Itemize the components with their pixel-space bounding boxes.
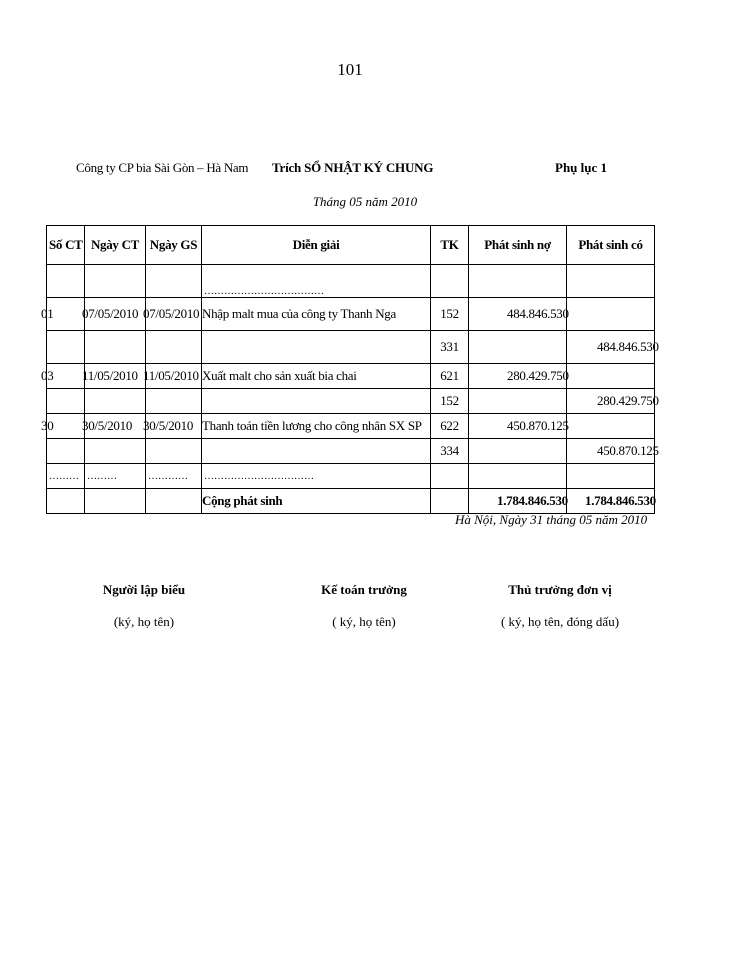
cell-dien-giai: ……………………………… — [202, 265, 431, 298]
cell-ngay-ct-text: 30/5/2010 — [82, 418, 133, 433]
cell-so-ct — [41, 414, 85, 439]
cell-phat-sinh-no — [469, 414, 567, 439]
cell-phat-sinh-no — [469, 439, 567, 464]
table-row — [47, 464, 655, 489]
table-row — [47, 265, 655, 298]
table-header-row — [47, 226, 655, 265]
total-phat-sinh-no-text: 1.784.846.530 — [497, 493, 568, 508]
cell-phat-sinh-no — [469, 389, 567, 414]
signature-role: Kế toán trưởng — [321, 582, 407, 597]
cell-ngay-ct — [85, 389, 146, 414]
document-title: Trích SỔ NHẬT KÝ CHUNG — [272, 160, 434, 175]
signature-role: Thủ trưởng đơn vị — [508, 582, 612, 597]
journal-table — [41, 225, 659, 514]
cell-ngay-ct — [82, 364, 146, 389]
cell-phat-sinh-no — [469, 364, 567, 389]
cell-tk: 152 — [431, 298, 469, 331]
cell-dien-giai: Nhập malt mua của công ty Thanh Nga — [202, 298, 431, 331]
page-number: 101 — [337, 60, 363, 79]
cell-phat-sinh-co — [567, 298, 655, 331]
cell-ngay-ct — [85, 489, 146, 514]
table-row — [47, 439, 655, 464]
total-row — [47, 489, 655, 514]
cell-dien-giai — [202, 439, 431, 464]
cell-phat-sinh-co — [567, 439, 659, 464]
column-header-ngay-gs: Ngày GS — [146, 226, 202, 265]
cell-so-ct — [47, 265, 85, 298]
date-place: Hà Nội, Ngày 31 tháng 05 năm 2010 — [455, 512, 648, 527]
cell-tk: 152 — [431, 389, 469, 414]
cell-phat-sinh-no-text: 450.870.125 — [507, 418, 569, 433]
cell-dien-giai: …………………………… — [202, 464, 431, 489]
cell-so-ct — [41, 364, 85, 389]
signature-note: (ký, họ tên) — [113, 614, 175, 629]
cell-phat-sinh-no — [469, 265, 567, 298]
cell-ngay-gs — [143, 298, 202, 331]
signature-block-preparer — [44, 582, 244, 630]
cell-phat-sinh-no — [469, 464, 567, 489]
cell-phat-sinh-co — [567, 464, 655, 489]
cell-so-ct — [47, 439, 85, 464]
cell-ngay-ct — [82, 298, 146, 331]
cell-so-ct-text: 01 — [41, 306, 54, 321]
cell-phat-sinh-no — [469, 298, 567, 331]
total-phat-sinh-no — [469, 489, 567, 514]
cell-so-ct — [41, 298, 85, 331]
cell-ngay-ct — [82, 414, 146, 439]
cell-phat-sinh-co — [567, 364, 655, 389]
cell-dien-giai: Thanh toán tiền lương cho công nhân SX SP — [202, 414, 431, 439]
cell-tk: 334 — [431, 439, 469, 464]
cell-ngay-ct-text: 11/05/2010 — [82, 368, 138, 383]
cell-dien-giai — [202, 331, 431, 364]
table-row — [47, 389, 655, 414]
cell-tk: 621 — [431, 364, 469, 389]
cell-tk: 331 — [431, 331, 469, 364]
cell-ngay-gs — [143, 364, 202, 389]
period-label: Tháng 05 năm 2010 — [312, 194, 418, 209]
cell-ngay-gs-text: 11/05/2010 — [143, 368, 199, 383]
table-row — [47, 298, 655, 331]
signature-block-director — [460, 582, 660, 630]
cell-ngay-gs — [146, 389, 202, 414]
cell-ngay-gs — [146, 331, 202, 364]
cell-tk: 622 — [431, 414, 469, 439]
cell-tk — [431, 265, 469, 298]
cell-ngay-gs — [143, 414, 202, 439]
signature-block-chief-accountant — [264, 582, 464, 630]
cell-tk — [431, 489, 469, 514]
cell-phat-sinh-co — [567, 265, 655, 298]
cell-ngay-gs — [146, 489, 202, 514]
cell-phat-sinh-co — [567, 389, 659, 414]
cell-so-ct-text: 03 — [41, 368, 54, 383]
cell-dien-giai — [202, 389, 431, 414]
column-header-phat-sinh-co: Phát sinh có — [567, 226, 655, 265]
cell-phat-sinh-no — [469, 331, 567, 364]
cell-phat-sinh-co-text: 484.846.530 — [597, 339, 659, 354]
cell-so-ct — [47, 331, 85, 364]
signature-note: ( ký, họ tên) — [332, 614, 396, 629]
column-header-phat-sinh-no: Phát sinh nợ — [469, 226, 567, 265]
cell-phat-sinh-no-text: 484.846.530 — [507, 306, 569, 321]
cell-phat-sinh-co — [567, 414, 655, 439]
total-phat-sinh-co — [567, 489, 655, 514]
table-row — [47, 414, 655, 439]
table-row — [47, 364, 655, 389]
cell-phat-sinh-co — [567, 331, 659, 364]
cell-ngay-ct — [85, 331, 146, 364]
cell-ngay-ct — [85, 439, 146, 464]
table-row — [47, 331, 655, 364]
cell-so-ct — [47, 389, 85, 414]
cell-ngay-gs — [146, 439, 202, 464]
column-header-tk: TK — [431, 226, 469, 265]
column-header-ngay-ct: Ngày CT — [85, 226, 146, 265]
signature-role: Người lập biểu — [102, 582, 186, 597]
column-header-so-ct: Số CT — [47, 226, 85, 265]
cell-ngay-gs-text: 07/05/2010 — [143, 306, 200, 321]
cell-tk — [431, 464, 469, 489]
column-header-dien-giai: Diễn giải — [202, 226, 431, 265]
cell-ngay-gs — [146, 265, 202, 298]
cell-so-ct: ……… — [47, 464, 85, 489]
company-name: Công ty CP bia Sài Gòn – Hà Nam — [76, 160, 249, 175]
cell-ngay-gs-text: 30/5/2010 — [143, 418, 194, 433]
signature-note: ( ký, họ tên, đóng dấu) — [500, 614, 620, 629]
total-label: Cộng phát sinh — [202, 489, 431, 514]
cell-ngay-ct: ……… — [85, 464, 146, 489]
cell-dien-giai: Xuất malt cho sản xuất bia chai — [202, 364, 431, 389]
cell-ngay-gs: ………… — [146, 464, 202, 489]
cell-phat-sinh-co-text: 280.429.750 — [597, 393, 659, 408]
cell-so-ct — [47, 489, 85, 514]
cell-phat-sinh-no-text: 280.429.750 — [507, 368, 569, 383]
appendix-label: Phụ lục 1 — [555, 160, 608, 175]
total-phat-sinh-co-text: 1.784.846.530 — [585, 493, 656, 508]
cell-phat-sinh-co-text: 450.870.125 — [597, 443, 659, 458]
cell-so-ct-text: 30 — [41, 418, 54, 433]
cell-ngay-ct-text: 07/05/2010 — [82, 306, 139, 321]
cell-ngay-ct — [85, 265, 146, 298]
